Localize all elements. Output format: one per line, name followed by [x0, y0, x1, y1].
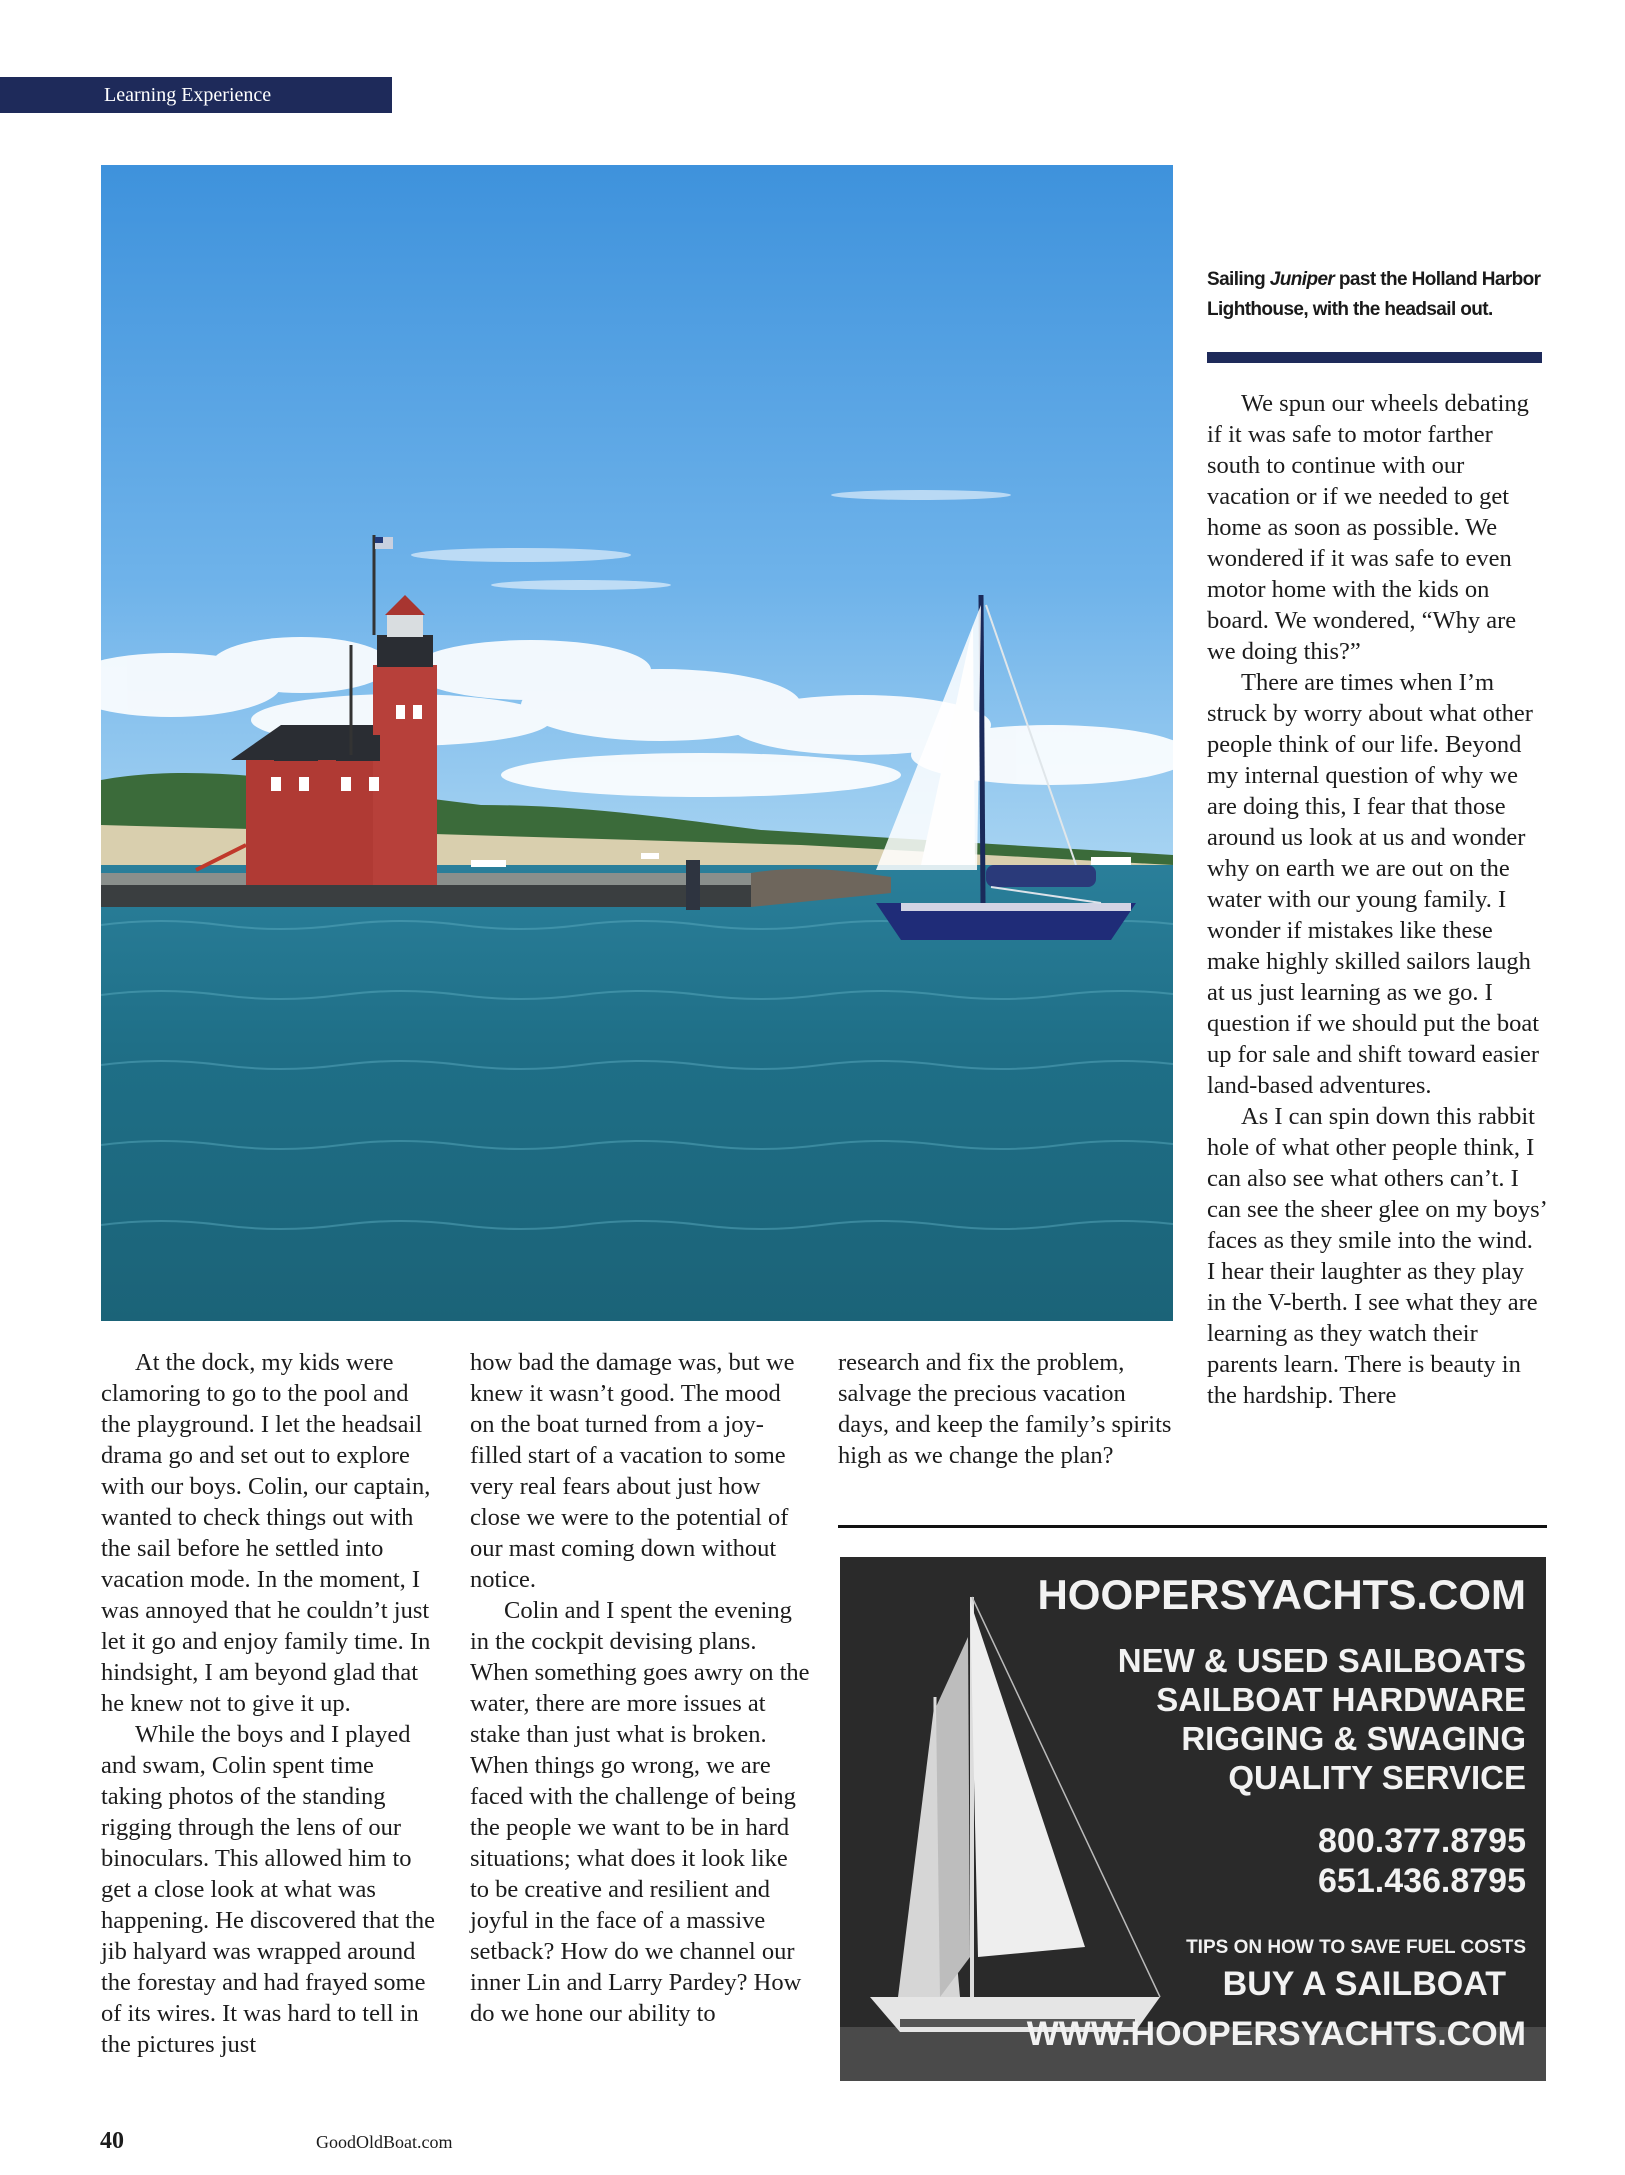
paragraph: At the dock, my kids were clamoring to go to the pool and the playground. I let the headsail drama go and set out to explore with our boys. Colin, our captain, wanted to check things out with the sail before he settled into vacation mode. In the moment, I was annoyed that he couldn’t just let it go and enjoy family time. In hindsight, I am beyond glad that he knew not to give it up. [101, 1349, 431, 1717]
caption-text-start: Sailing [1207, 269, 1270, 290]
ad-services [1118, 1641, 1526, 1797]
ad-service-line: NEW & USED SAILBOATS [1117, 1642, 1526, 1679]
section-tab [0, 77, 392, 113]
ad-phone-numbers [1318, 1821, 1526, 1901]
paragraph: There are times when I’m struck by worry about what other people think of our life. Beyond my internal question of why we are doing this, I fear that those around us look at us and wonder why on earth we are out on the water with our young family. I wonder if mistakes like these make highly skilled sailors laugh at us just learning as we go. I question if we should put the boat up for sale and shift toward easier land-based adventures. [1207, 669, 1540, 1099]
photo-caption [1207, 265, 1547, 325]
ad-service-line: SAILBOAT HARDWARE [1156, 1681, 1526, 1718]
article-column-right [1207, 388, 1547, 1411]
ad-service-line: RIGGING & SWAGING [1181, 1720, 1526, 1757]
ad-divider [838, 1525, 1547, 1528]
hoopers-yachts-ad[interactable] [840, 1557, 1546, 2081]
lighthouse-photo [101, 165, 1173, 1321]
paragraph: We spun our wheels debating if it was safe to motor farther south to continue with our vacation or if we needed to get home as soon as possible. We wondered if it was safe to even motor home with the kids on board. We wondered, “Why are we doing this?” [1207, 390, 1529, 665]
footer-site: GoodOldBoat.com [316, 2132, 453, 2152]
ad-service-line: QUALITY SERVICE [1228, 1759, 1526, 1796]
ad-phone[interactable]: 651.436.8795 [1318, 1862, 1526, 1900]
page-number: 40 [100, 2128, 124, 2154]
paragraph: research and fix the problem, salvage the precious vacation days, and keep the family’s spirits high as we change the plan? [838, 1349, 1172, 1469]
paragraph: how bad the damage was, but we knew it wasn’t good. The mood on the boat turned from a joy-filled start of a vacation to some very real fears about just how close we were to the potential of our mast coming down without notice. [470, 1349, 795, 1593]
caption-divider [1207, 352, 1542, 363]
paragraph: Colin and I spent the evening in the cockpit devising plans. When something goes awry on the water, there are more issues at stake than just what is broken. When things go wrong, we are faced with the challenge of being the people we want to be in hard situations; what does it look like to be creative and resilient and joyful in the face of a massive setback? How do we channel our inner Lin and Larry Pardey? How do we hone our ability to [470, 1597, 810, 2027]
article-column-3 [838, 1347, 1178, 1471]
ad-cta: BUY A SAILBOAT [1222, 1965, 1506, 2003]
ad-phone[interactable]: 800.377.8795 [1318, 1822, 1526, 1860]
ad-url-link[interactable]: WWW.HOOPERSYACHTS.COM [1026, 2015, 1526, 2053]
ad-headline[interactable]: HOOPERSYACHTS.COM [1037, 1571, 1526, 1618]
paragraph: As I can spin down this rabbit hole of what other people think, I can also see what others can’t. I can see the sheer glee on my boys’ faces as they smile into the wind. I hear their laughter as they play in the V-berth. I see what they are learning as they watch their parents learn. There is beauty in the hardship. There [1207, 1103, 1547, 1409]
caption-boat-name: Juniper [1269, 269, 1335, 290]
section-label: Learning Experience [104, 84, 272, 106]
ad-tips: TIPS ON HOW TO SAVE FUEL COSTS [1186, 1937, 1526, 1958]
article-column-2 [470, 1347, 810, 2029]
paragraph: While the boys and I played and swam, Colin spent time taking photos of the standing rigging through the lens of our binoculars. This allowed him to get a close look at what was happening. He discovered that the jib halyard was wrapped around the forestay and had frayed some of its wires. It was hard to tell in the pictures just [101, 1721, 436, 2058]
article-column-1 [101, 1347, 441, 2060]
caption-text-end: past the Holland Harbor Lighthouse, with the headsail out. [1207, 269, 1541, 320]
